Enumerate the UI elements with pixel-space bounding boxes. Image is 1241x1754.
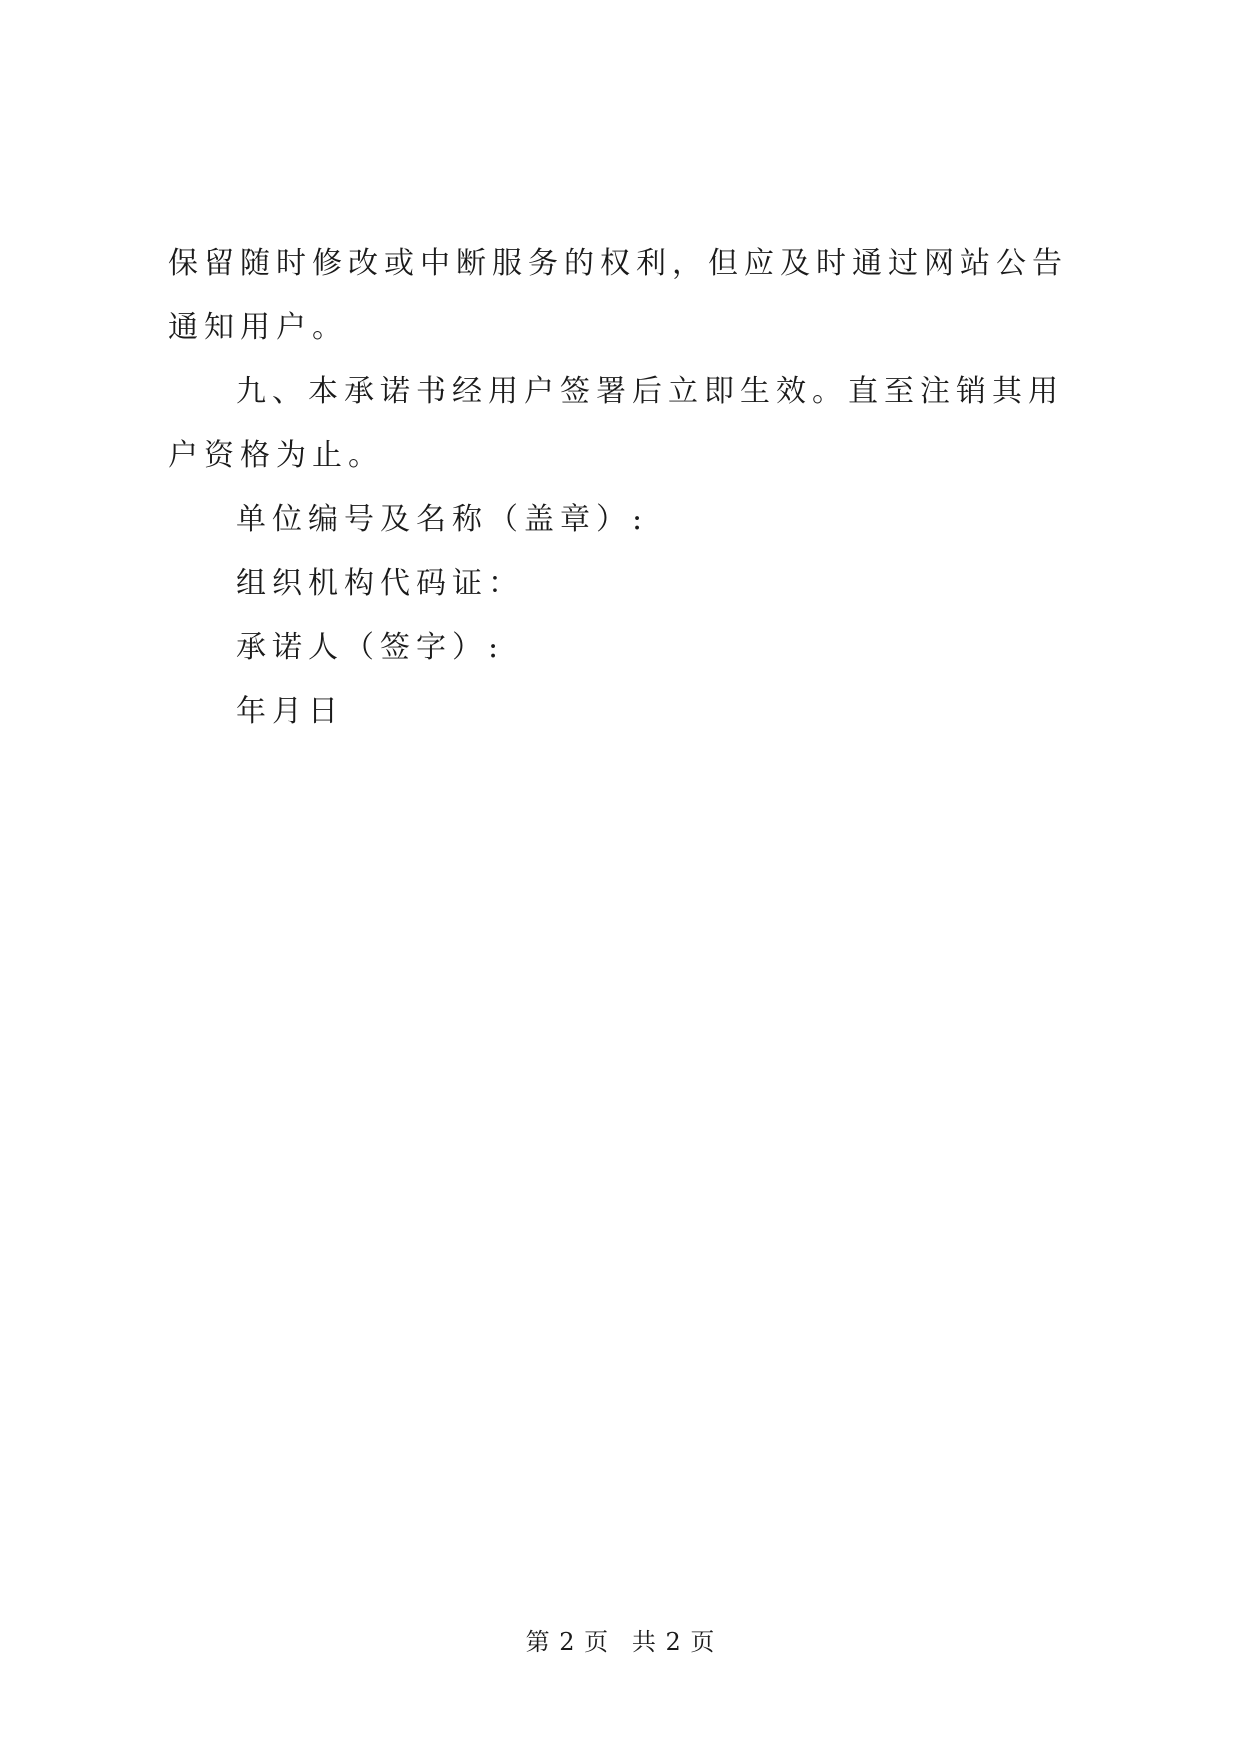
field-signatory: 承诺人（签字）: xyxy=(236,630,505,665)
field-organization-code: 组织机构代码证： xyxy=(236,566,524,601)
field-date: 年月日 xyxy=(236,694,344,729)
page-footer xyxy=(0,1622,1241,1657)
document-body xyxy=(168,232,1084,744)
page-number: 第 2 页 xyxy=(525,1628,610,1656)
field-unit-name-seal: 单位编号及名称（盖章）: xyxy=(236,502,649,537)
paragraph-clause-nine: 九、本承诺书经用户签署后立即生效。直至注销其用户资格为止。 xyxy=(168,374,1064,473)
page-total: 共 2 页 xyxy=(631,1628,716,1656)
paragraph-service-rights: 保留随时修改或中断服务的权利，但应及时通过网站公告通知用户。 xyxy=(168,246,1068,345)
